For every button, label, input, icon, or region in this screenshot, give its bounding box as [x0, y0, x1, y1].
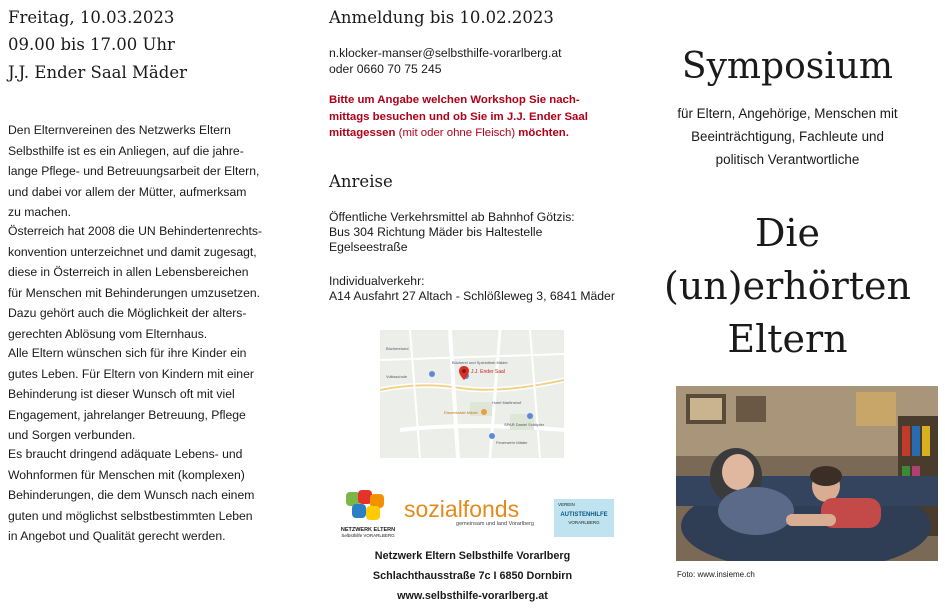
map-label: Bücherei und Spielothek Mäder [452, 360, 508, 365]
map-marker-label: J.J. Ender Saal [471, 369, 505, 375]
text-line: Selbsthilfe ist es ein Anliegen, auf die jahre- [8, 143, 244, 158]
map-label: Büchereiund [386, 346, 409, 351]
text-line: Behinderung ist dieser Wunsch oft mit viel [8, 387, 235, 401]
event-title [630, 207, 945, 366]
text-line: gerechten Ablösung vom Elternhaus. [8, 326, 208, 341]
text-line: politisch Verantwortliche [715, 152, 860, 167]
text-line: lange Pflege- und Betreuungsarbeit der Eltern, [8, 164, 260, 178]
title-line: Eltern [727, 317, 848, 361]
footer-website[interactable]: www.selbsthilfe-vorarlberg.at [397, 590, 548, 602]
text-line: Bitte um Angabe welchen Workshop Sie nach- [329, 94, 580, 106]
text-line: gutes Leben. Für Eltern von Kindern mit einer [8, 366, 254, 381]
netzwerk-eltern-logo [340, 488, 396, 540]
text-line: (mit oder ohne Fleisch) [395, 127, 516, 139]
title-line: (un)erhörten [664, 264, 911, 308]
registration-email[interactable]: n.klocker-manser@selbsthilfe-vorarlberg.at [329, 46, 562, 60]
individual-transport-route: A14 Ausfahrt 27 Altach - Schlößleweg 3, 6841 Mäder [329, 289, 615, 303]
sozialfonds-tagline: gemeinsam und land Vorarlberg [456, 521, 534, 527]
map-label: SPAR Daniel Schöpfer [504, 422, 545, 427]
netzwerk-logo-icon [340, 488, 396, 522]
family-photo [676, 386, 938, 561]
text-line: mittagessen [329, 127, 396, 139]
event-venue: J.J. Ender Saal Mäder [8, 63, 187, 82]
text-line: Beeinträchtigung, Fachleute und [691, 129, 884, 144]
sozialfonds-logo [404, 497, 540, 527]
text-line: Den Elternvereinen des Netzwerks Eltern [8, 123, 231, 137]
registration-phone: oder 0660 70 75 245 [329, 62, 442, 76]
text-line: möchten. [515, 127, 569, 139]
text-line: Wohnformen für Menschen mit (komplexen) [8, 467, 245, 482]
map-label: Eiswerkstatt Mäder [444, 410, 479, 415]
event-date: Freitag, 10.03.2023 [8, 8, 175, 27]
text-line: Österreich hat 2008 die UN Behindertenrechts- [8, 224, 263, 238]
text-line: für Eltern, Angehörige, Menschen mit [677, 106, 898, 121]
title-line: Die [754, 211, 821, 255]
registration-title: Anmeldung bis 10.02.2023 [329, 8, 554, 27]
netzwerk-logo-title: NETZWERK ELTERN [340, 527, 396, 533]
event-time: 09.00 bis 17.00 Uhr [8, 35, 175, 54]
public-transport-line-3: Egelseestraße [329, 240, 408, 254]
text-line: Alle Eltern wünschen sich für ihre Kinder ein [8, 346, 247, 360]
audience-description [630, 102, 945, 171]
autistenhilfe-bottom: VORARLBERG [568, 520, 600, 525]
public-transport-line-2: Bus 304 Richtung Mäder bis Haltestelle [329, 225, 543, 239]
map-label: Volksschule [386, 374, 408, 379]
text-line: und Sorgen verbunden. [8, 428, 136, 442]
location-map[interactable] [380, 330, 564, 458]
text-line: mittags besuchen und ob Sie im J.J. Ender Saal [329, 110, 588, 123]
parents-wish-paragraph [8, 343, 280, 446]
map-label: Feuerwehr Mäder [496, 440, 528, 445]
footer-organization: Netzwerk Eltern Selbsthilfe Vorarlberg [374, 550, 571, 562]
workshop-request-note [329, 92, 599, 142]
netzwerk-logo-subtitle: Selbsthilfe VORARLBERG [341, 533, 395, 538]
text-line: diese in Österreich in allen Lebensbereichen [8, 265, 249, 279]
text-line: Engagement, jahrelanger Betreuung, Pflege [8, 407, 246, 422]
autistenhilfe-logo [554, 499, 614, 537]
un-convention-paragraph [8, 221, 280, 344]
sozialfonds-wordmark: sozialfonds [404, 496, 520, 522]
photo-illustration [676, 386, 938, 561]
text-line: in Angebot und Qualität gerecht werden. [8, 529, 226, 543]
travel-title: Anreise [329, 172, 393, 191]
text-line: und dabei vor allem der Mütter, aufmerksam [8, 184, 247, 199]
text-line: zu machen. [8, 205, 72, 219]
symposium-heading: Symposium [681, 46, 894, 87]
text-line: Behinderungen, die dem Wunsch nach einem [8, 488, 255, 502]
map-pin-icon [459, 366, 469, 380]
living-forms-paragraph [8, 444, 280, 547]
individual-transport-title: Individualverkehr: [329, 274, 425, 288]
text-line: Es braucht dringend adäquate Lebens- und [8, 447, 243, 461]
intro-paragraph [8, 120, 280, 223]
text-line: guten und möglichst selbstbestimmten Leben [8, 508, 253, 523]
text-line: Dazu gehört auch die Möglichkeit der alters- [8, 306, 247, 320]
public-transport-line-1: Öffentliche Verkehrsmittel ab Bahnhof Götzis: [329, 210, 575, 224]
text-line: für Menschen mit Behinderungen umzusetzen. [8, 285, 261, 300]
footer-address: Schlachthausstraße 7c I 6850 Dornbirn [372, 570, 573, 582]
photo-credit: Foto: www.insieme.ch [677, 570, 755, 579]
map-label: Hotel Martinshof [492, 400, 522, 405]
text-line: konvention unterzeichnet und damit zugesagt, [8, 244, 257, 259]
autistenhilfe-name: AUTISTENHILFE [560, 512, 608, 518]
autistenhilfe-top: VEREIN [558, 502, 575, 507]
